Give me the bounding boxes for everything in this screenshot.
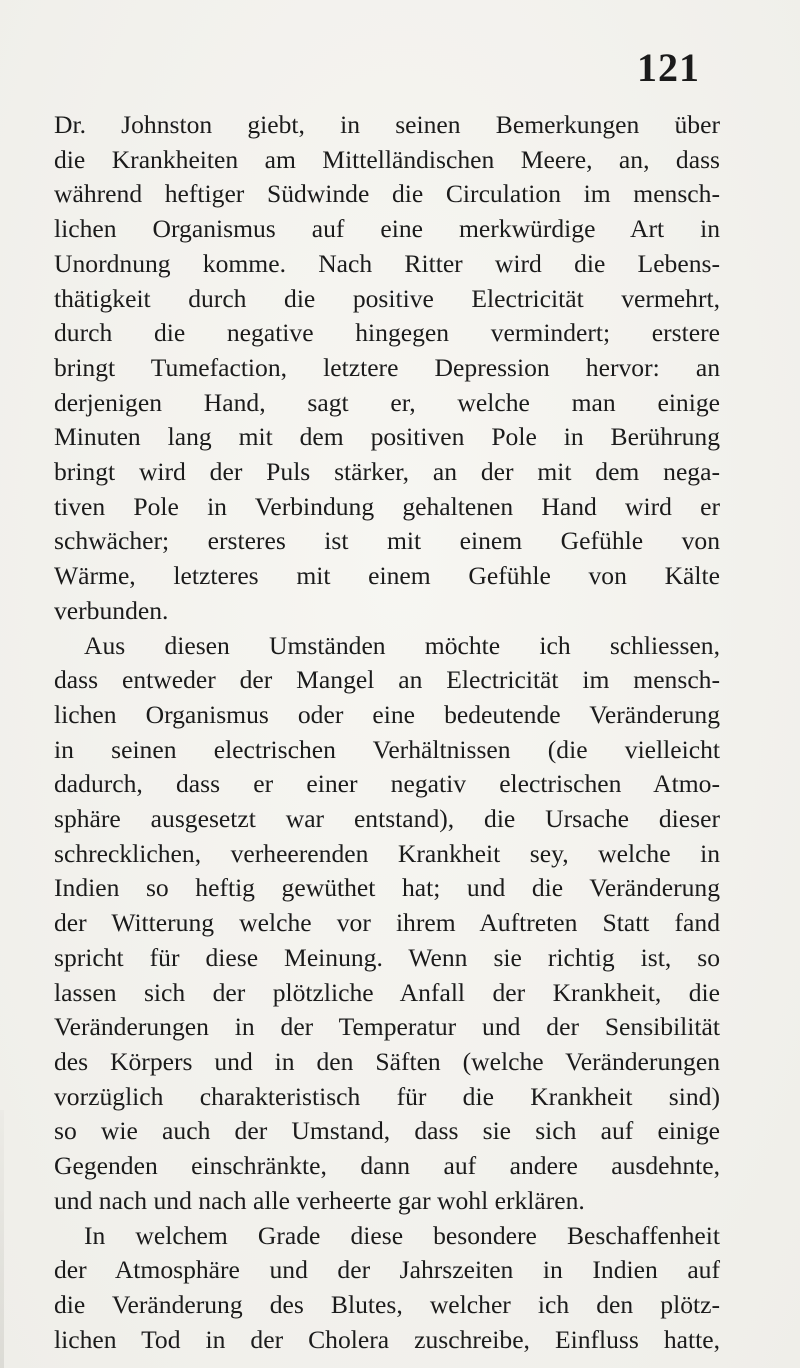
- text-line: schrecklichen, verheerenden Krankheit sey, welche in: [54, 838, 720, 868]
- text-line: Unordnung komme. Nach Ritter wird die Lebens-: [54, 248, 720, 278]
- text-line: Wärme, letzteres mit einem Gefühle von Kälte: [54, 561, 720, 591]
- text-line: schwächer; ersteres ist mit einem Gefühle von: [54, 526, 720, 556]
- text-line: die Veränderung des Blutes, welcher ich den plötz-: [54, 1289, 720, 1319]
- text-line: Aus diesen Umständen möchte ich schliessen,: [84, 630, 720, 660]
- text-line: dass entweder der Mangel an Electricität im mensch-: [54, 665, 720, 695]
- text-line: bringt wird der Puls stärker, an der mit dem nega-: [54, 457, 720, 487]
- text-line: Gegenden einschränkte, dann auf andere ausdehnte,: [54, 1151, 720, 1181]
- page-edge-shadow: [0, 1110, 4, 1368]
- text-line: lichen Tod in der Cholera zuschreibe, Einfluss hatte,: [54, 1324, 720, 1354]
- text-line: In welchem Grade diese besondere Beschaffenheit: [84, 1220, 720, 1250]
- text-line: Dr. Johnston giebt, in seinen Bemerkungen über: [54, 110, 720, 139]
- text-line: Indien so heftig gewüthet hat; und die Veränderung: [54, 873, 720, 903]
- text-line: so wie auch der Umstand, dass sie sich auf einige: [54, 1116, 720, 1146]
- text-line: Minuten lang mit dem positiven Pole in Berührung: [54, 422, 720, 452]
- text-line: spricht für diese Meinung. Wenn sie richtig ist, so: [54, 942, 720, 972]
- text-line: lassen sich der plötzliche Anfall der Krankheit, die: [54, 977, 720, 1007]
- text-line: tiven Pole in Verbindung gehaltenen Hand wird er: [54, 491, 720, 521]
- text-line: der Atmosphäre und der Jahrszeiten in Indien auf: [54, 1255, 720, 1285]
- text-line: dadurch, dass er einer negativ electrischen Atmo-: [54, 769, 720, 799]
- text-line: sphäre ausgesetzt war entstand), die Ursache dieser: [54, 804, 720, 834]
- text-line: in seinen electrischen Verhältnissen (die vielleicht: [54, 734, 720, 764]
- text-line: und nach und nach alle verheerte gar wohl erklären.: [54, 1185, 585, 1215]
- text-line: des Körpers und in den Säften (welche Veränderungen: [54, 1046, 720, 1076]
- page-number: 121: [637, 45, 700, 90]
- text-line: lichen Organismus auf eine merkwürdige Art in: [54, 214, 720, 244]
- text-line: die Krankheiten am Mittelländischen Meere, an, dass: [54, 144, 720, 174]
- text-line: derjenigen Hand, sagt er, welche man einige: [54, 387, 720, 417]
- text-line: der Witterung welche vor ihrem Auftreten Statt fand: [54, 908, 720, 938]
- text-line: verbunden.: [54, 595, 169, 625]
- text-line: vorzüglich charakteristisch für die Krankheit sind): [54, 1081, 720, 1111]
- body-text: [54, 108, 720, 1357]
- text-line: während heftiger Südwinde die Circulation im mensch-: [54, 179, 720, 209]
- text-line: durch die negative hingegen vermindert; erstere: [54, 318, 720, 348]
- text-line: bringt Tumefaction, letztere Depression hervor: an: [54, 352, 720, 382]
- text-line: thätigkeit durch die positive Electricität vermehrt,: [54, 283, 720, 313]
- text-line: lichen Organismus oder eine bedeutende Veränderung: [54, 699, 720, 729]
- text-line: Veränderungen in der Temperatur und der Sensibilität: [54, 1012, 720, 1042]
